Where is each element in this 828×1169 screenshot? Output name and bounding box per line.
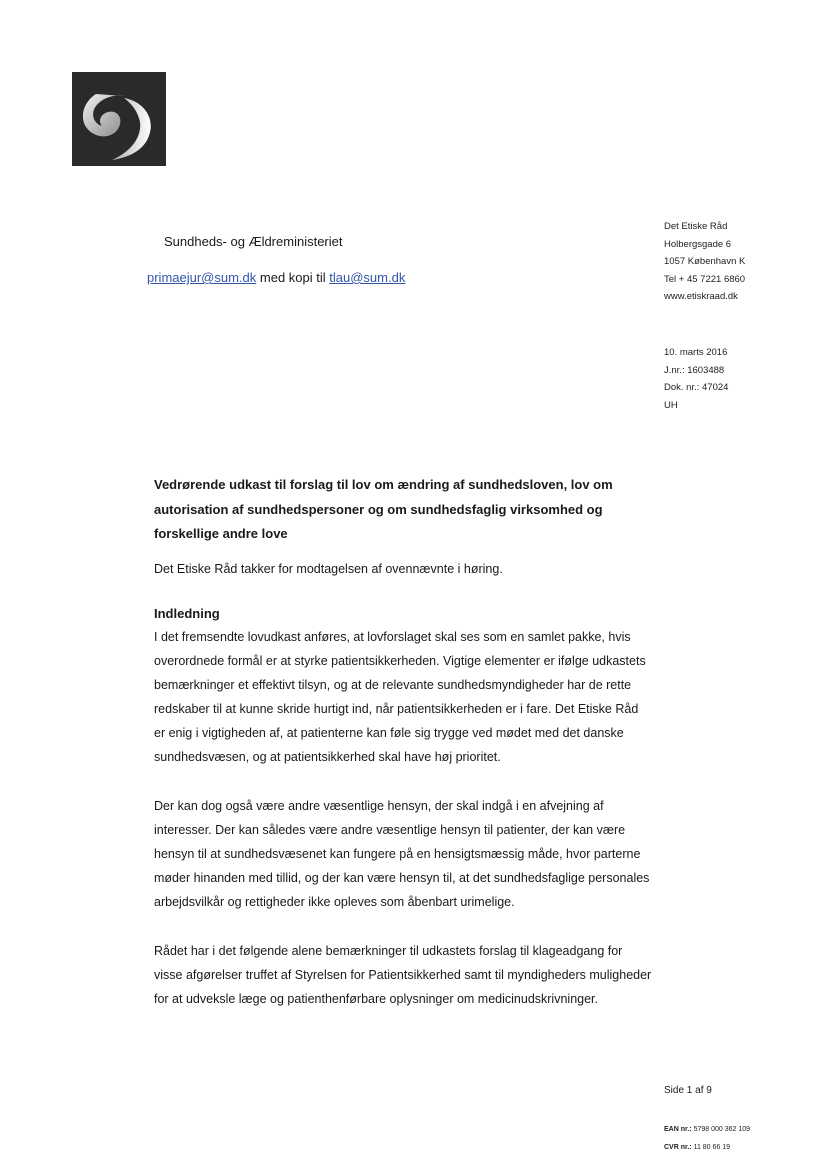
ean-value: 5798 000 362 109 — [693, 1126, 751, 1133]
body-paragraph: I det fremsendte lovudkast anføres, at lovforslaget skal ses som en samlet pakke, hvis overordnede formål er at styrke patientsikkerheden. Vigtige elementer er ifølge udkastets bemærkninger et effektivt tilsyn, og at de relevante sundhedsmyndigheder har de rette redskaber til at kunne skride hurtigt ind, når patientsikkerheden er i fare. Det Etiske Råd er enig i vigtigheden af, at patienterne kan føle sig trygge ved mødet med det danske sundhedsvæsen, og at patientsikkerhed skal have høj prioritet. — [154, 629, 646, 764]
cvr-label: CVR nr.: — [664, 1144, 692, 1151]
body-paragraph: Rådet har i det følgende alene bemærkninger til udkastets forslag til klageadgang for visse afgørelser truffet af Styrelsen for Patientsikkerhed samt til myndigheders muligheder for at udveksle læge og patienthenførbare oplysninger om medicinudskrivninger. — [154, 943, 652, 1006]
page-number: Side 1 af 9 — [664, 1085, 712, 1096]
thanks-paragraph: Det Etiske Råd takker for modtagelsen af ovennævnte i høring. — [154, 561, 503, 576]
letter-body — [154, 473, 652, 1036]
sender-city: 1057 København K — [664, 256, 746, 267]
swirl-logo-icon — [72, 72, 166, 166]
letter-subject: Vedrørende udkast til forslag til lov om ændring af sundhedsloven, lov om autorisation af sundhedspersoner og om sundhedsfaglig virksomhed og forskellige andre love — [154, 477, 613, 541]
sender-address-block — [664, 218, 745, 306]
section-heading: Indledning — [154, 605, 220, 621]
author-initials: UH — [664, 399, 678, 411]
email-connector-text: med kopi til — [256, 270, 330, 285]
registration-ids — [664, 1121, 750, 1157]
cvr-line — [664, 1139, 750, 1157]
cvr-value: 11 80 66 19 — [693, 1144, 731, 1151]
sender-name: Det Etiske Råd — [664, 221, 728, 232]
ean-line — [664, 1121, 750, 1139]
sender-phone: Tel + 45 7221 6860 — [664, 273, 746, 285]
cc-email-link[interactable]: tlau@sum.dk — [329, 270, 406, 285]
sender-street: Holbergsgade 6 — [664, 238, 732, 250]
letter-date: 10. marts 2016 — [664, 347, 728, 358]
sender-website: www.etiskraad.dk — [664, 291, 738, 302]
primary-email-link[interactable]: primaejur@sum.dk — [147, 270, 257, 285]
recipient-emails — [147, 269, 405, 287]
document-number: Dok. nr.: 47024 — [664, 382, 729, 393]
journal-number: J.nr.: 1603488 — [664, 364, 725, 376]
reference-block — [664, 344, 728, 414]
body-paragraph: Der kan dog også være andre væsentlige hensyn, der skal indgå i en afvejning af interesser. Der kan således være andre væsentlige hensyn til patienter, der kan være hensyn til at sundhedsvæsenet kan fungere på en hensigtsmæssig måde, hvor parterne møder hinanden med tillid, og der kan være hensyn til, at det sundhedsfaglige personales arbejdsvilkår og rettigheder ikke opleves som åbenbart urimelige. — [154, 798, 650, 909]
logo-mark — [72, 72, 166, 166]
recipient-name: Sundheds- og Ældreministeriet — [164, 234, 343, 249]
ean-label: EAN nr.: — [664, 1126, 692, 1133]
